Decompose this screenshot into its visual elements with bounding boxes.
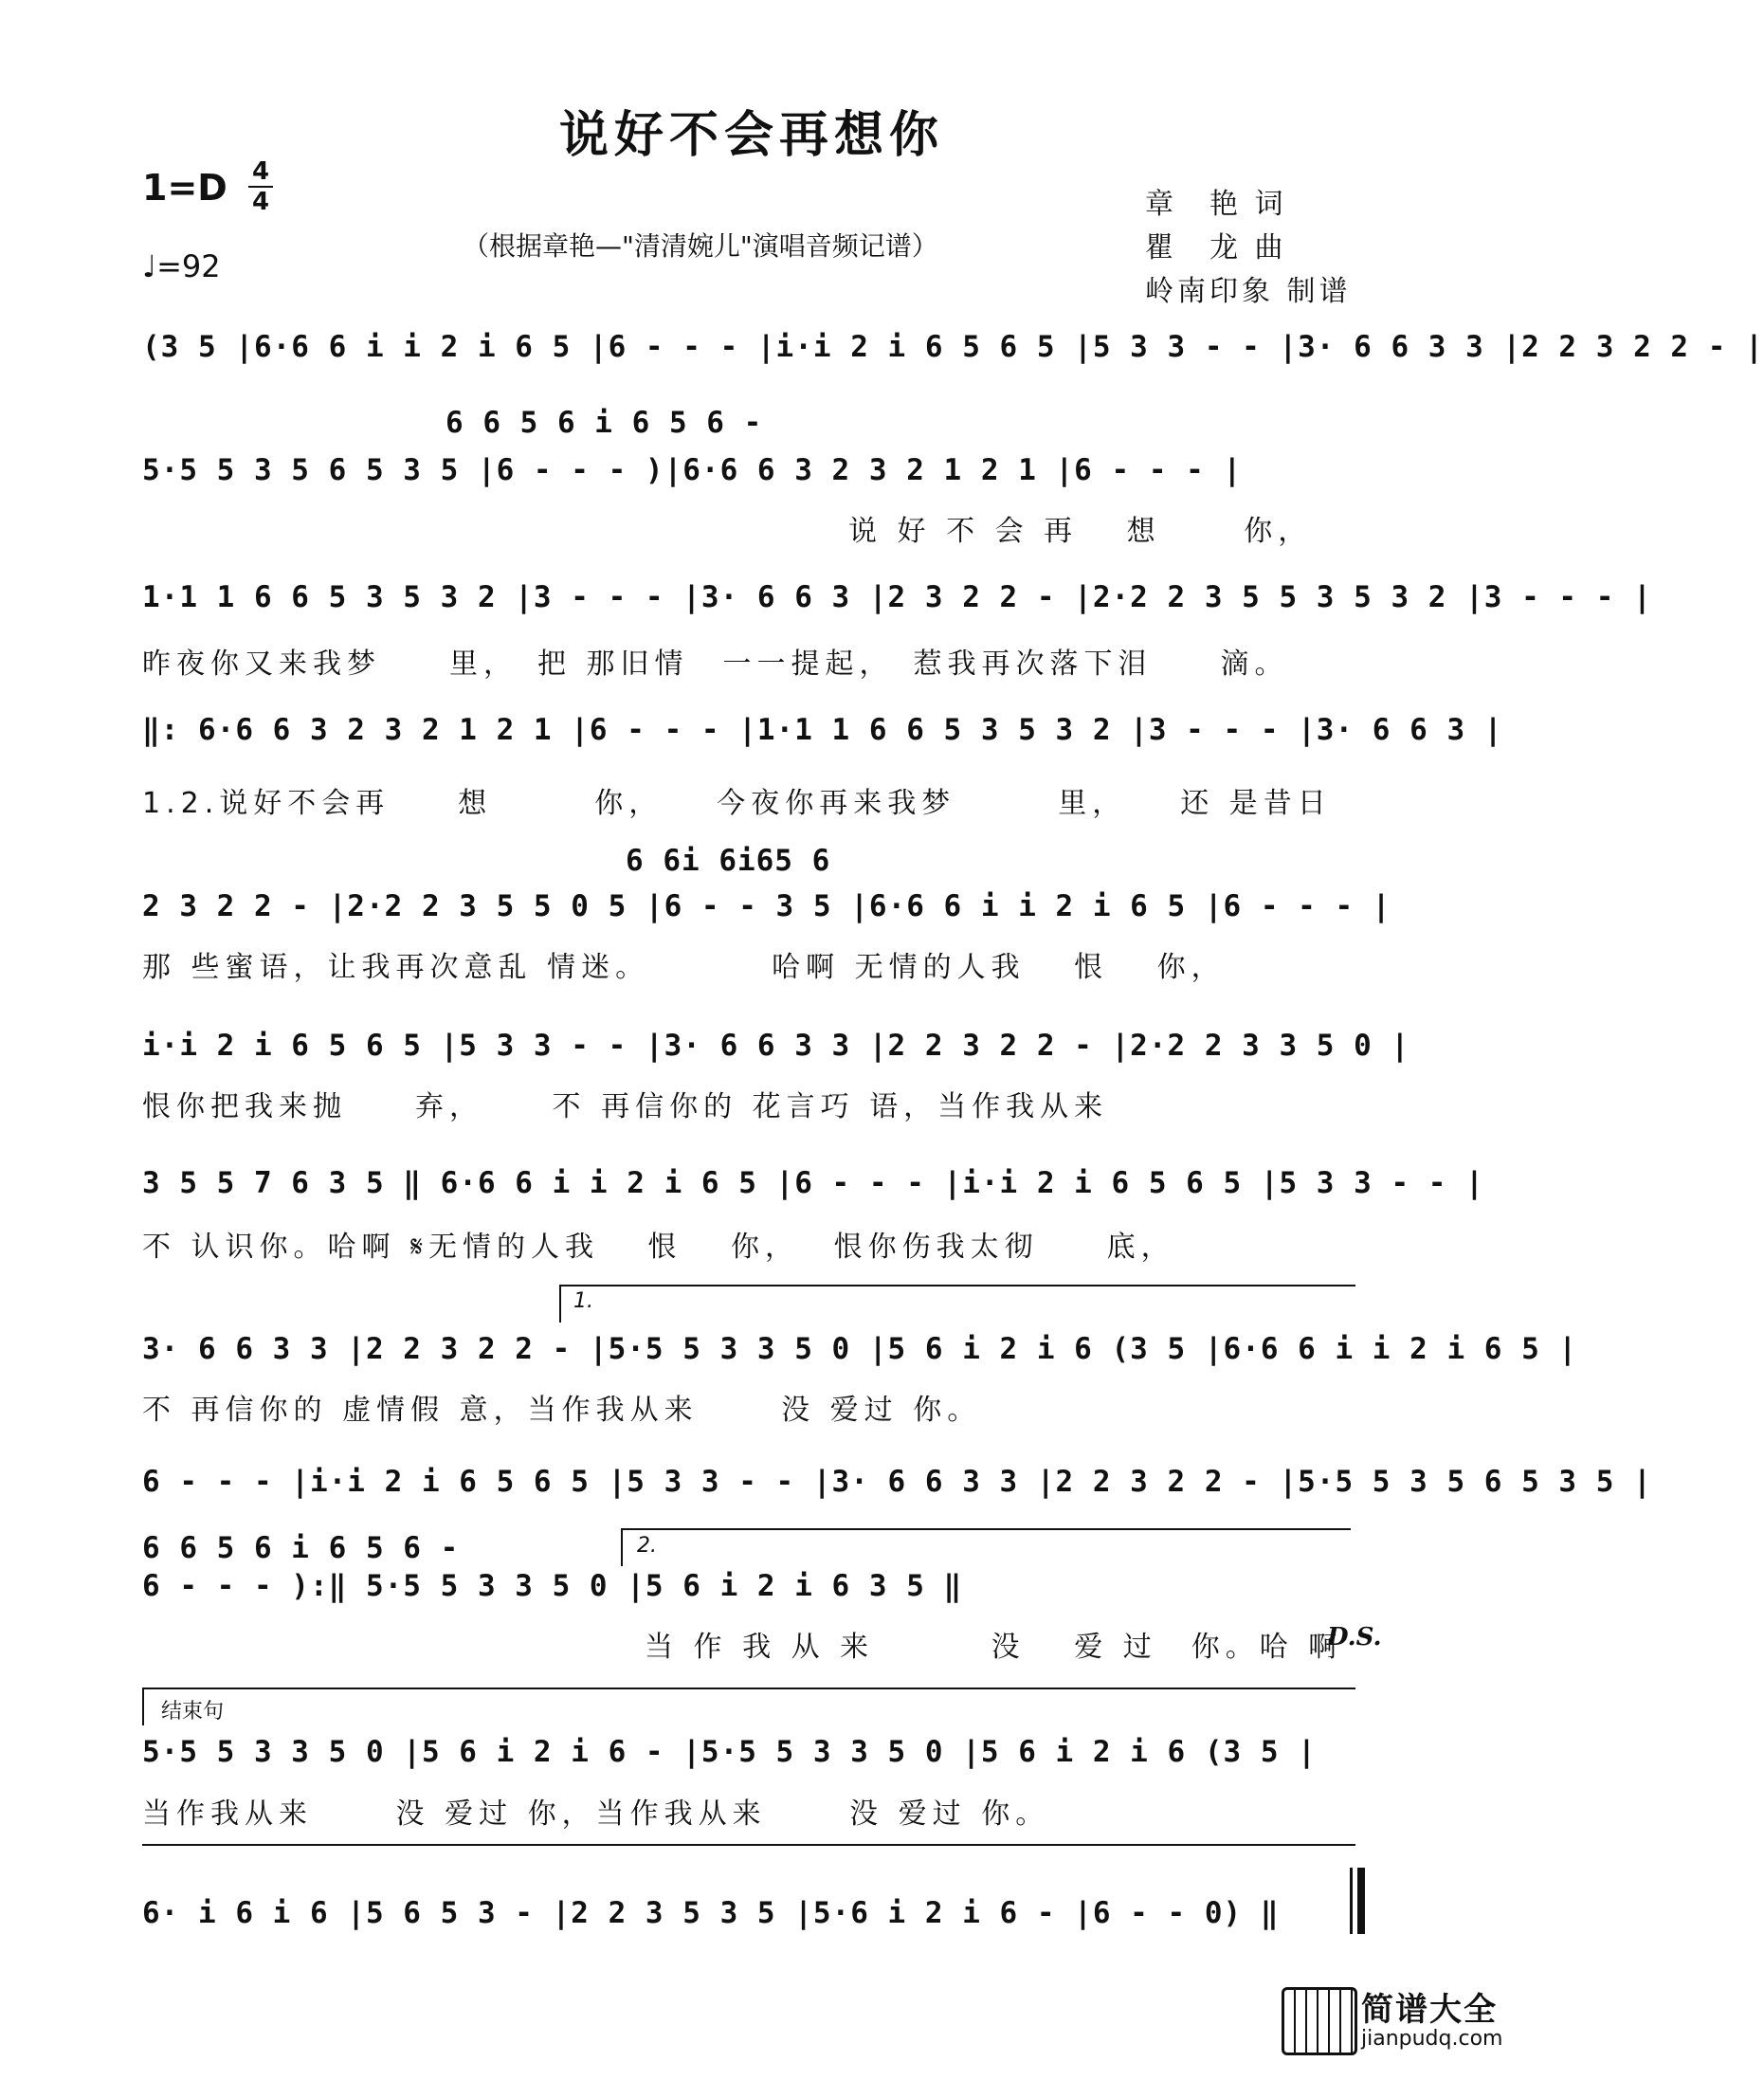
score-system-1: (3 5 |6·6 6 i i 2 i 6 5 |6 - - - |i·i 2 i 6 5 6 5 |5 3 3 - - |3· 6 6 3 3 |2 2 3 2 2 - | — [142, 330, 1764, 364]
lyrics-system-7: 不 认识你。哈啊 𝄋无情的人我 恨 你， 恨你伤我太彻 底， — [142, 1231, 1175, 1264]
volta-2-bracket-left — [621, 1528, 623, 1566]
final-section-line — [142, 1844, 1355, 1846]
score-system-9: 6 - - - |i·i 2 i 6 5 6 5 |5 3 3 - - |3· 6 6 3 3 |2 2 3 2 2 - |5·5 5 3 5 6 5 3 5 | — [142, 1465, 1652, 1499]
score-system-12: 6· i 6 i 6 |5 6 5 3 - |2 2 3 5 3 5 |5·6 i 2 i 6 - |6 - - 0) ‖ — [142, 1896, 1280, 1930]
score-system-10: 6 - - - ):‖ 5·5 5 3 3 5 0 |5 6 i 2 i 6 3 5 ‖ — [142, 1569, 963, 1603]
ending-bracket-left — [142, 1688, 144, 1725]
volta-1-bracket — [559, 1285, 1355, 1286]
system-10-upper-voice: 6 6 5 6 i 6 5 6 - — [142, 1531, 460, 1565]
composer-credit: 瞿 龙 曲 — [1145, 231, 1287, 265]
subtitle: （根据章艳—"清清婉儿"演唱音频记谱） — [463, 230, 938, 262]
site-logo — [1282, 1981, 1503, 2057]
lyrics-system-5: 那 些蜜语，让我再次意乱 情迷。 哈啊 无情的人我 恨 你， — [142, 951, 1226, 984]
ending-bracket — [142, 1688, 1355, 1689]
logo-text-cn: 简谱大全 — [1361, 1991, 1498, 2029]
final-barline-thin — [1350, 1868, 1353, 1934]
score-system-5: 2 3 2 2 - |2·2 2 3 5 5 0 5 |6 - - 3 5 |6·6 6 i i 2 i 6 5 |6 - - - | — [142, 889, 1391, 923]
score-system-7: 3 5 5 7 6 3 5 ‖ 6·6 6 i i 2 i 6 5 |6 - - - |i·i 2 i 6 5 6 5 |5 3 3 - - | — [142, 1166, 1484, 1200]
score-system-11: 5·5 5 3 3 5 0 |5 6 i 2 i 6 - |5·5 5 3 3 5 0 |5 6 i 2 i 6 (3 5 | — [142, 1735, 1317, 1769]
key-signature: 1=D — [142, 167, 227, 209]
lyrics-system-10: 当 作 我 从 来 没 爱 过 你。哈 啊 — [645, 1631, 1343, 1664]
lyrics-system-8: 不 再信你的 虚情假 意，当作我从来 没 爱过 你。 — [142, 1394, 982, 1427]
ending-section-label: 结束句 — [161, 1700, 225, 1724]
volta-1-label: 1. — [573, 1289, 593, 1313]
score-system-8: 3· 6 6 3 3 |2 2 3 2 2 - |5·5 5 3 3 5 0 |5 6 i 2 i 6 (3 5 |6·6 6 i i 2 i 6 5 | — [142, 1332, 1578, 1366]
lyrics-system-2: 说 好 不 会 再 想 你， — [848, 515, 1313, 548]
lyrics-system-3: 昨夜你又来我梦 里， 把 那旧情 一一提起， 惹我再次落下泪 滴。 — [142, 648, 1289, 681]
time-top: 4 — [251, 157, 270, 186]
system-2-upper-voice: 6 6 5 6 i 6 5 6 - — [446, 406, 763, 440]
lyrics-system-4: 1.2.说好不会再 想 你， 今夜你再来我梦 里， 还 是昔日 — [142, 787, 1332, 820]
ds-marking: D.S. — [1327, 1623, 1382, 1651]
system-5-upper-voice: 6 6i 6i65 6 — [626, 844, 831, 878]
volta-2-label: 2. — [637, 1534, 657, 1558]
time-bottom: 4 — [251, 188, 270, 216]
lyrics-system-6: 恨你把我来抛 弃， 不 再信你的 花言巧 语，当作我从来 — [142, 1090, 1109, 1123]
score-title: 说好不会再想你 — [558, 106, 944, 164]
volta-1-bracket-left — [559, 1285, 561, 1323]
time-signature — [248, 159, 273, 214]
score-system-2: 5·5 5 3 5 6 5 3 5 |6 - - - )|6·6 6 3 2 3 2 1 2 1 |6 - - - | — [142, 453, 1243, 487]
final-barline-thick — [1357, 1868, 1365, 1934]
score-system-6: i·i 2 i 6 5 6 5 |5 3 3 - - |3· 6 6 3 3 |2 2 3 2 2 - |2·2 2 3 3 5 0 | — [142, 1029, 1410, 1063]
arranger-credit: 岭南印象 制谱 — [1145, 275, 1352, 308]
tempo-marking: ♩=92 — [142, 248, 221, 284]
piano-keys-icon — [1282, 1987, 1357, 2055]
lyricist-credit: 章 艳 词 — [1145, 188, 1287, 221]
score-system-3: 1·1 1 6 6 5 3 5 3 2 |3 - - - |3· 6 6 3 |2 3 2 2 - |2·2 2 3 5 5 3 5 3 2 |3 - - - | — [142, 580, 1652, 614]
score-system-4: ‖: 6·6 6 3 2 3 2 1 2 1 |6 - - - |1·1 1 6 6 5 3 5 3 2 |3 - - - |3· 6 6 3 | — [142, 713, 1503, 747]
lyrics-system-11: 当作我从来 没 爱过 你，当作我从来 没 爱过 你。 — [142, 1797, 1050, 1831]
logo-text-en: jianpudq.com — [1361, 2027, 1503, 2051]
volta-2-bracket — [621, 1528, 1351, 1530]
